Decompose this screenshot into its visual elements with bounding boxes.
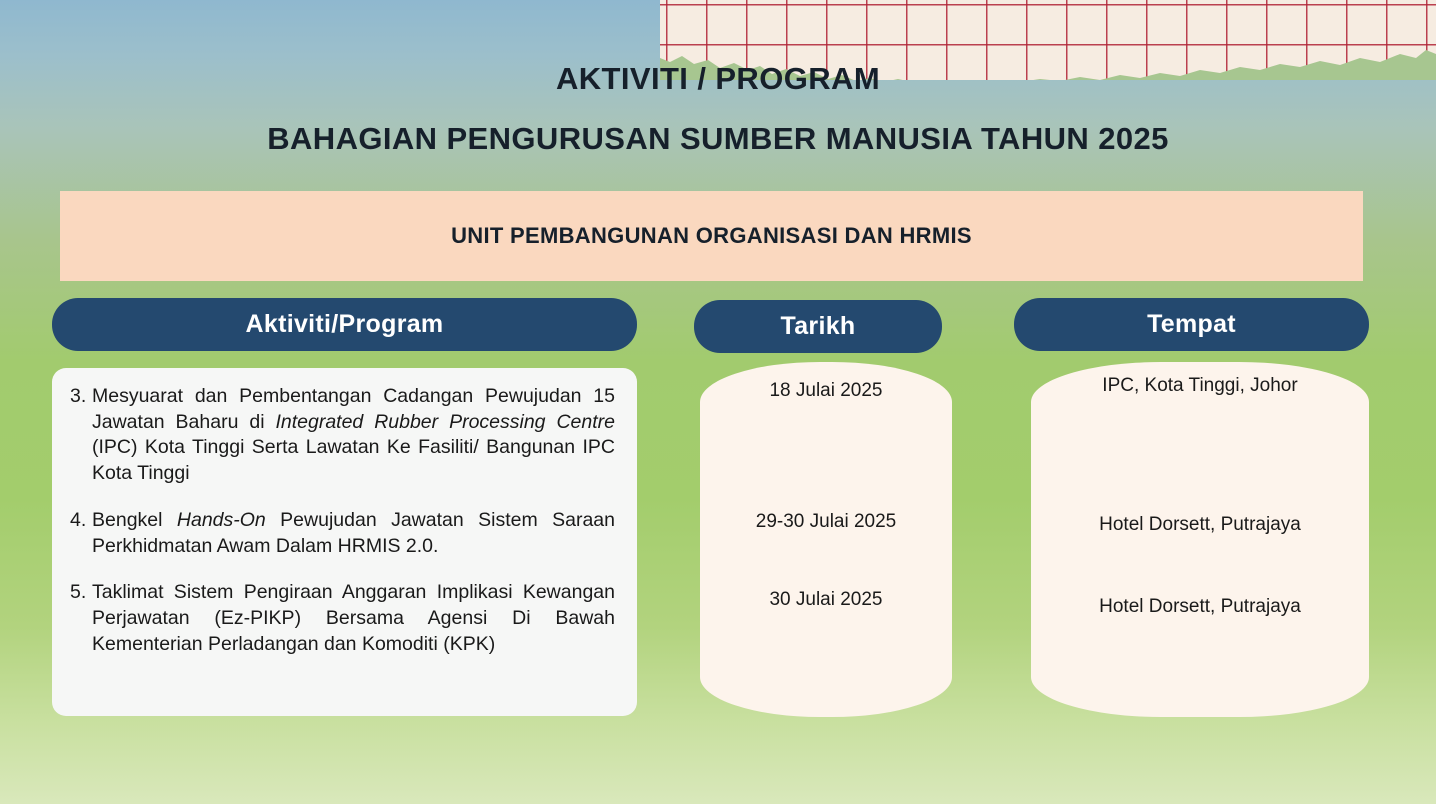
place-value: Hotel Dorsett, Putrajaya — [1099, 596, 1301, 617]
place-value: IPC, Kota Tinggi, Johor — [1102, 375, 1298, 396]
page-title — [0, 62, 1436, 156]
item-text: Taklimat Sistem Pengiraan Anggaran Implikasi Kewangan Perjawatan (Ez-PIKP) Bersama Agensi Di Bawah Kementerian Perladangan dan Komoditi (KPK) — [92, 581, 615, 655]
item-text: Bengkel Hands-On Pewujudan Jawatan Sistem Saraan Perkhidmatan Awam Dalam HRMIS 2.0. — [92, 508, 615, 557]
item-number: 5. — [70, 581, 87, 604]
column-header-date: Tarikh — [694, 300, 942, 353]
unit-banner-label: UNIT PEMBANGUNAN ORGANISASI DAN HRMIS — [451, 223, 972, 248]
date-value: 29-30 Julai 2025 — [755, 511, 897, 532]
list-item — [70, 508, 615, 559]
unit-banner — [60, 191, 1363, 281]
date-value: 30 Julai 2025 — [769, 589, 883, 610]
date-value: 18 Julai 2025 — [769, 380, 883, 401]
date-panel — [700, 362, 952, 717]
item-number: 3. — [70, 385, 87, 407]
item-text: Mesyuarat dan Pembentangan Cadangan Pewujudan 15 Jawatan Baharu di Integrated Rubber Processing Centre (IPC) Kota Tinggi Serta Lawatan Ke Fasiliti/ Bangunan IPC Kota Tinggi — [92, 385, 615, 485]
place-panel — [1031, 362, 1369, 717]
title-line-1: AKTIVITI / PROGRAM — [555, 61, 881, 96]
column-header-activity: Aktiviti/Program — [52, 298, 637, 351]
title-line-2: BAHAGIAN PENGURUSAN SUMBER MANUSIA TAHUN 2025 — [267, 121, 1169, 157]
column-header-place: Tempat — [1014, 298, 1369, 351]
list-item — [70, 384, 615, 487]
activity-list — [52, 368, 637, 658]
item-number: 4. — [70, 508, 87, 531]
list-item — [70, 580, 615, 657]
activity-panel — [52, 368, 637, 716]
place-value: Hotel Dorsett, Putrajaya — [1099, 514, 1301, 535]
